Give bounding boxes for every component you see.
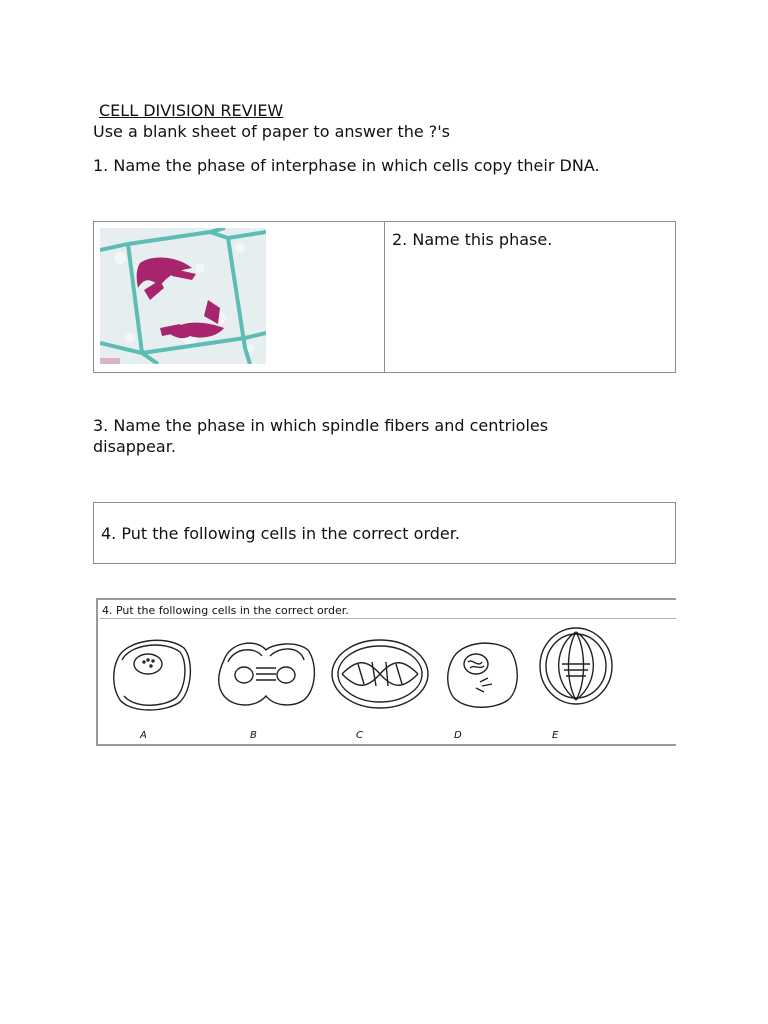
cell-label-a: A	[140, 730, 147, 741]
question-1: 1. Name the phase of interphase in which cells copy their DNA.	[93, 156, 600, 175]
question-2-table	[93, 221, 676, 373]
cell-d-drawing	[448, 643, 518, 707]
cell-order-figure	[96, 598, 676, 746]
question-2: 2. Name this phase.	[392, 230, 553, 249]
cell-label-d: D	[454, 730, 462, 741]
question-4: 4. Put the following cells in the correct order.	[101, 524, 460, 543]
question-2-answer-cell	[384, 222, 675, 372]
instructions-text: Use a blank sheet of paper to answer the ?'s	[93, 122, 451, 141]
cell-e-drawing	[540, 628, 612, 704]
worksheet-title: CELL DIVISION REVIEW	[99, 101, 284, 120]
question-3-line-1: 3. Name the phase in which spindle fibers and centrioles	[93, 416, 549, 435]
question-3-line-2: disappear.	[93, 437, 176, 456]
cell-label-b: B	[250, 730, 257, 741]
cell-label-c: C	[356, 730, 363, 741]
cell-c-drawing	[332, 640, 428, 708]
cell-drawings	[96, 620, 676, 732]
figure-header: 4. Put the following cells in the correct order.	[100, 602, 676, 619]
micrograph-image	[100, 228, 266, 364]
cell-b-drawing	[219, 643, 315, 705]
cell-a-drawing	[114, 640, 191, 710]
cell-label-e: E	[552, 730, 559, 741]
question-4-box	[93, 502, 676, 564]
